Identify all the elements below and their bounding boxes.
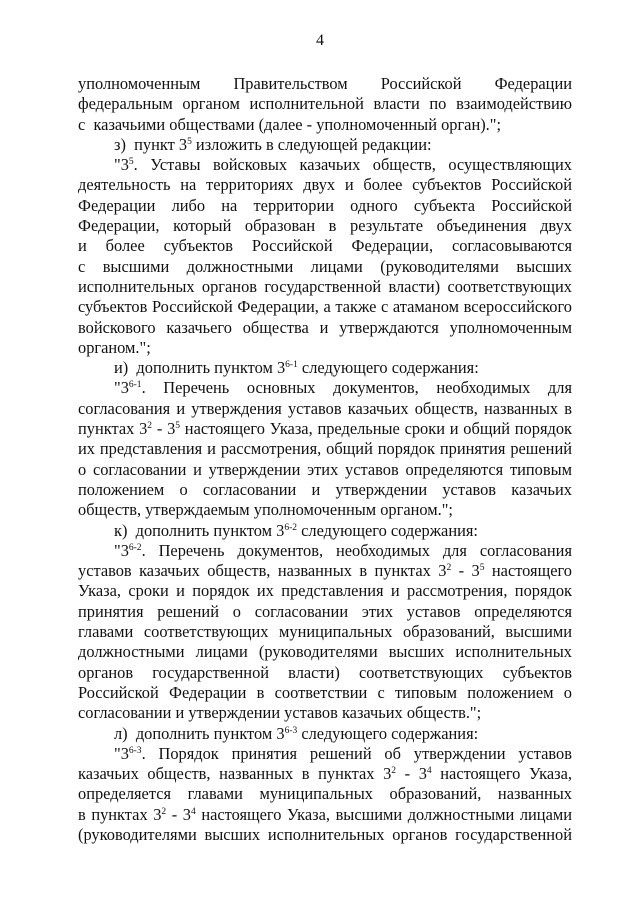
text-segment: Российской Федерации в соответствии с типовым положением о xyxy=(78,682,572,702)
superscript: 6-1 xyxy=(285,360,298,371)
text-segment: пунктах 3 xyxy=(78,419,148,439)
superscript: 6-2 xyxy=(284,522,298,533)
superscript: 2 xyxy=(446,563,452,574)
superscript: 5 xyxy=(479,563,485,574)
text-segment: настоящего xyxy=(484,561,572,581)
superscript: 5 xyxy=(128,157,134,168)
text-segment: изложить в следующей редакции: xyxy=(191,134,432,154)
text-line xyxy=(78,318,572,338)
text-line xyxy=(78,521,572,541)
text-segment: уполномоченным Правительством Российской Федерации xyxy=(78,74,572,93)
text-segment: Федерации либо на территории одного субъекта Российской xyxy=(78,195,572,215)
text-line xyxy=(78,94,572,114)
superscript: 6-3 xyxy=(128,745,142,756)
text-segment: определяется главами муниципальных образований, названных xyxy=(78,784,572,804)
text-line xyxy=(78,439,572,459)
text-segment: л) дополнить пунктом 3 xyxy=(114,723,285,743)
superscript: 4 xyxy=(426,766,432,777)
text-line xyxy=(78,703,572,723)
superscript: 6-2 xyxy=(128,542,142,553)
text-segment: федеральным органом исполнительной власти по взаимодействию xyxy=(78,94,572,114)
text-line xyxy=(78,581,572,601)
superscript: 2 xyxy=(391,766,397,777)
text-line xyxy=(78,399,572,419)
text-line xyxy=(78,683,572,703)
superscript: 6-1 xyxy=(128,380,142,391)
text-segment: - 3 xyxy=(451,561,480,581)
text-segment: следующего содержания: xyxy=(297,520,478,540)
text-segment: их представления и рассмотрения, общий порядок принятия решений xyxy=(78,439,572,459)
text-segment: - 3 xyxy=(152,419,176,439)
text-line xyxy=(78,663,572,683)
document-body xyxy=(78,74,572,845)
page-number: 4 xyxy=(316,32,324,49)
text-line xyxy=(78,74,572,94)
text-line xyxy=(78,297,572,317)
text-line xyxy=(78,500,572,520)
superscript: 2 xyxy=(147,421,153,432)
text-line xyxy=(78,784,572,804)
text-segment: уставов казачьих обществ, названных в пунктах 3 xyxy=(78,561,447,581)
text-line xyxy=(78,257,572,277)
text-segment: субъектов Российской Федерации, а также с атаманом всероссийского xyxy=(78,297,572,317)
text-segment: - 3 xyxy=(396,764,427,784)
text-line xyxy=(78,561,572,581)
superscript: 6-3 xyxy=(284,725,298,736)
text-line xyxy=(78,805,572,825)
text-segment: Федерации, который образован в результате объединения двух xyxy=(78,216,572,236)
text-line xyxy=(78,541,572,561)
text-segment: согласовании и утверждении уставов казачьих обществ."; xyxy=(78,703,482,723)
text-segment: настоящего Указа, предельные сроки и общий порядок xyxy=(180,419,572,439)
text-line xyxy=(78,602,572,622)
text-segment: "3 xyxy=(114,378,129,398)
text-segment: "3 xyxy=(114,743,129,763)
text-segment: . Перечень документов, необходимых для согласования xyxy=(141,540,572,560)
text-line xyxy=(78,236,572,256)
text-segment: настоящего Указа, высшими должностными лицами xyxy=(195,804,572,824)
text-line xyxy=(78,378,572,398)
text-segment: . Порядок принятия решений об утверждении уставов xyxy=(141,743,572,763)
text-segment: обществ, утверждаемым уполномоченным органом."; xyxy=(78,500,453,520)
text-line xyxy=(78,744,572,764)
text-line xyxy=(78,196,572,216)
text-segment: и) дополнить пунктом 3 xyxy=(114,358,286,378)
text-segment: и более субъектов Российской Федерации, согласовываются xyxy=(78,236,572,256)
text-segment: должностными лицами (руководителями высших исполнительных xyxy=(78,642,572,662)
text-segment: с казачьими обществами (далее - уполномоченный орган)."; xyxy=(78,114,502,134)
text-line xyxy=(78,358,572,378)
text-segment: . Уставы войсковых казачьих обществ, осуществляющих xyxy=(133,155,572,175)
text-segment: настоящего Указа, xyxy=(431,764,572,784)
text-line xyxy=(78,764,572,784)
text-segment: органов государственной власти) соответствующих субъектов xyxy=(78,662,572,682)
text-segment: . Перечень основных документов, необходимых для xyxy=(141,378,572,398)
text-segment: положением о согласовании и утверждении уставов казачьих xyxy=(78,479,572,499)
text-segment: в пунктах 3 xyxy=(78,804,162,824)
text-segment: - 3 xyxy=(166,804,191,824)
text-line xyxy=(78,338,572,358)
superscript: 5 xyxy=(175,421,181,432)
text-segment: з) пункт 3 xyxy=(114,134,188,154)
text-segment: главами соответствующих муниципальных образований, высшими xyxy=(78,622,572,642)
text-segment: согласования и утверждения уставов казачьих обществ, названных в xyxy=(78,398,572,418)
text-segment: органом."; xyxy=(78,337,151,357)
superscript: 4 xyxy=(190,806,196,817)
text-line xyxy=(78,216,572,236)
text-line xyxy=(78,175,572,195)
text-segment: "3 xyxy=(114,540,129,560)
text-segment: "3 xyxy=(114,155,129,175)
text-segment: следующего содержания: xyxy=(297,358,479,378)
text-line xyxy=(78,724,572,744)
text-line xyxy=(78,419,572,439)
text-segment: Указа, сроки и порядок их представления и рассмотрения, порядок xyxy=(78,581,572,601)
superscript: 5 xyxy=(187,136,192,147)
text-segment: войскового казачьего общества и утверждаются уполномоченным xyxy=(78,317,572,337)
text-segment: к) дополнить пунктом 3 xyxy=(114,520,285,540)
text-line xyxy=(78,135,572,155)
text-segment: о согласовании и утверждении этих уставов определяются типовым xyxy=(78,459,572,479)
text-segment: с высшими должностными лицами (руководителями высших xyxy=(78,256,572,276)
text-segment: казачьих обществ, названных в пунктах 3 xyxy=(78,764,392,784)
text-line xyxy=(78,622,572,642)
text-segment: деятельность на территориях двух и более субъектов Российской xyxy=(78,175,572,195)
text-segment: принятия решений о согласовании этих уставов определяются xyxy=(78,601,572,621)
text-segment: исполнительных органов государственной власти) соответствующих xyxy=(78,276,572,296)
text-line xyxy=(78,460,572,480)
text-line xyxy=(78,115,572,135)
text-line xyxy=(78,642,572,662)
text-line xyxy=(78,155,572,175)
text-line xyxy=(78,825,572,845)
text-segment: (руководителями высших исполнительных органов государственной xyxy=(78,824,572,844)
text-line xyxy=(78,480,572,500)
text-line xyxy=(78,277,572,297)
text-segment: следующего содержания: xyxy=(297,723,479,743)
superscript: 2 xyxy=(161,806,167,817)
